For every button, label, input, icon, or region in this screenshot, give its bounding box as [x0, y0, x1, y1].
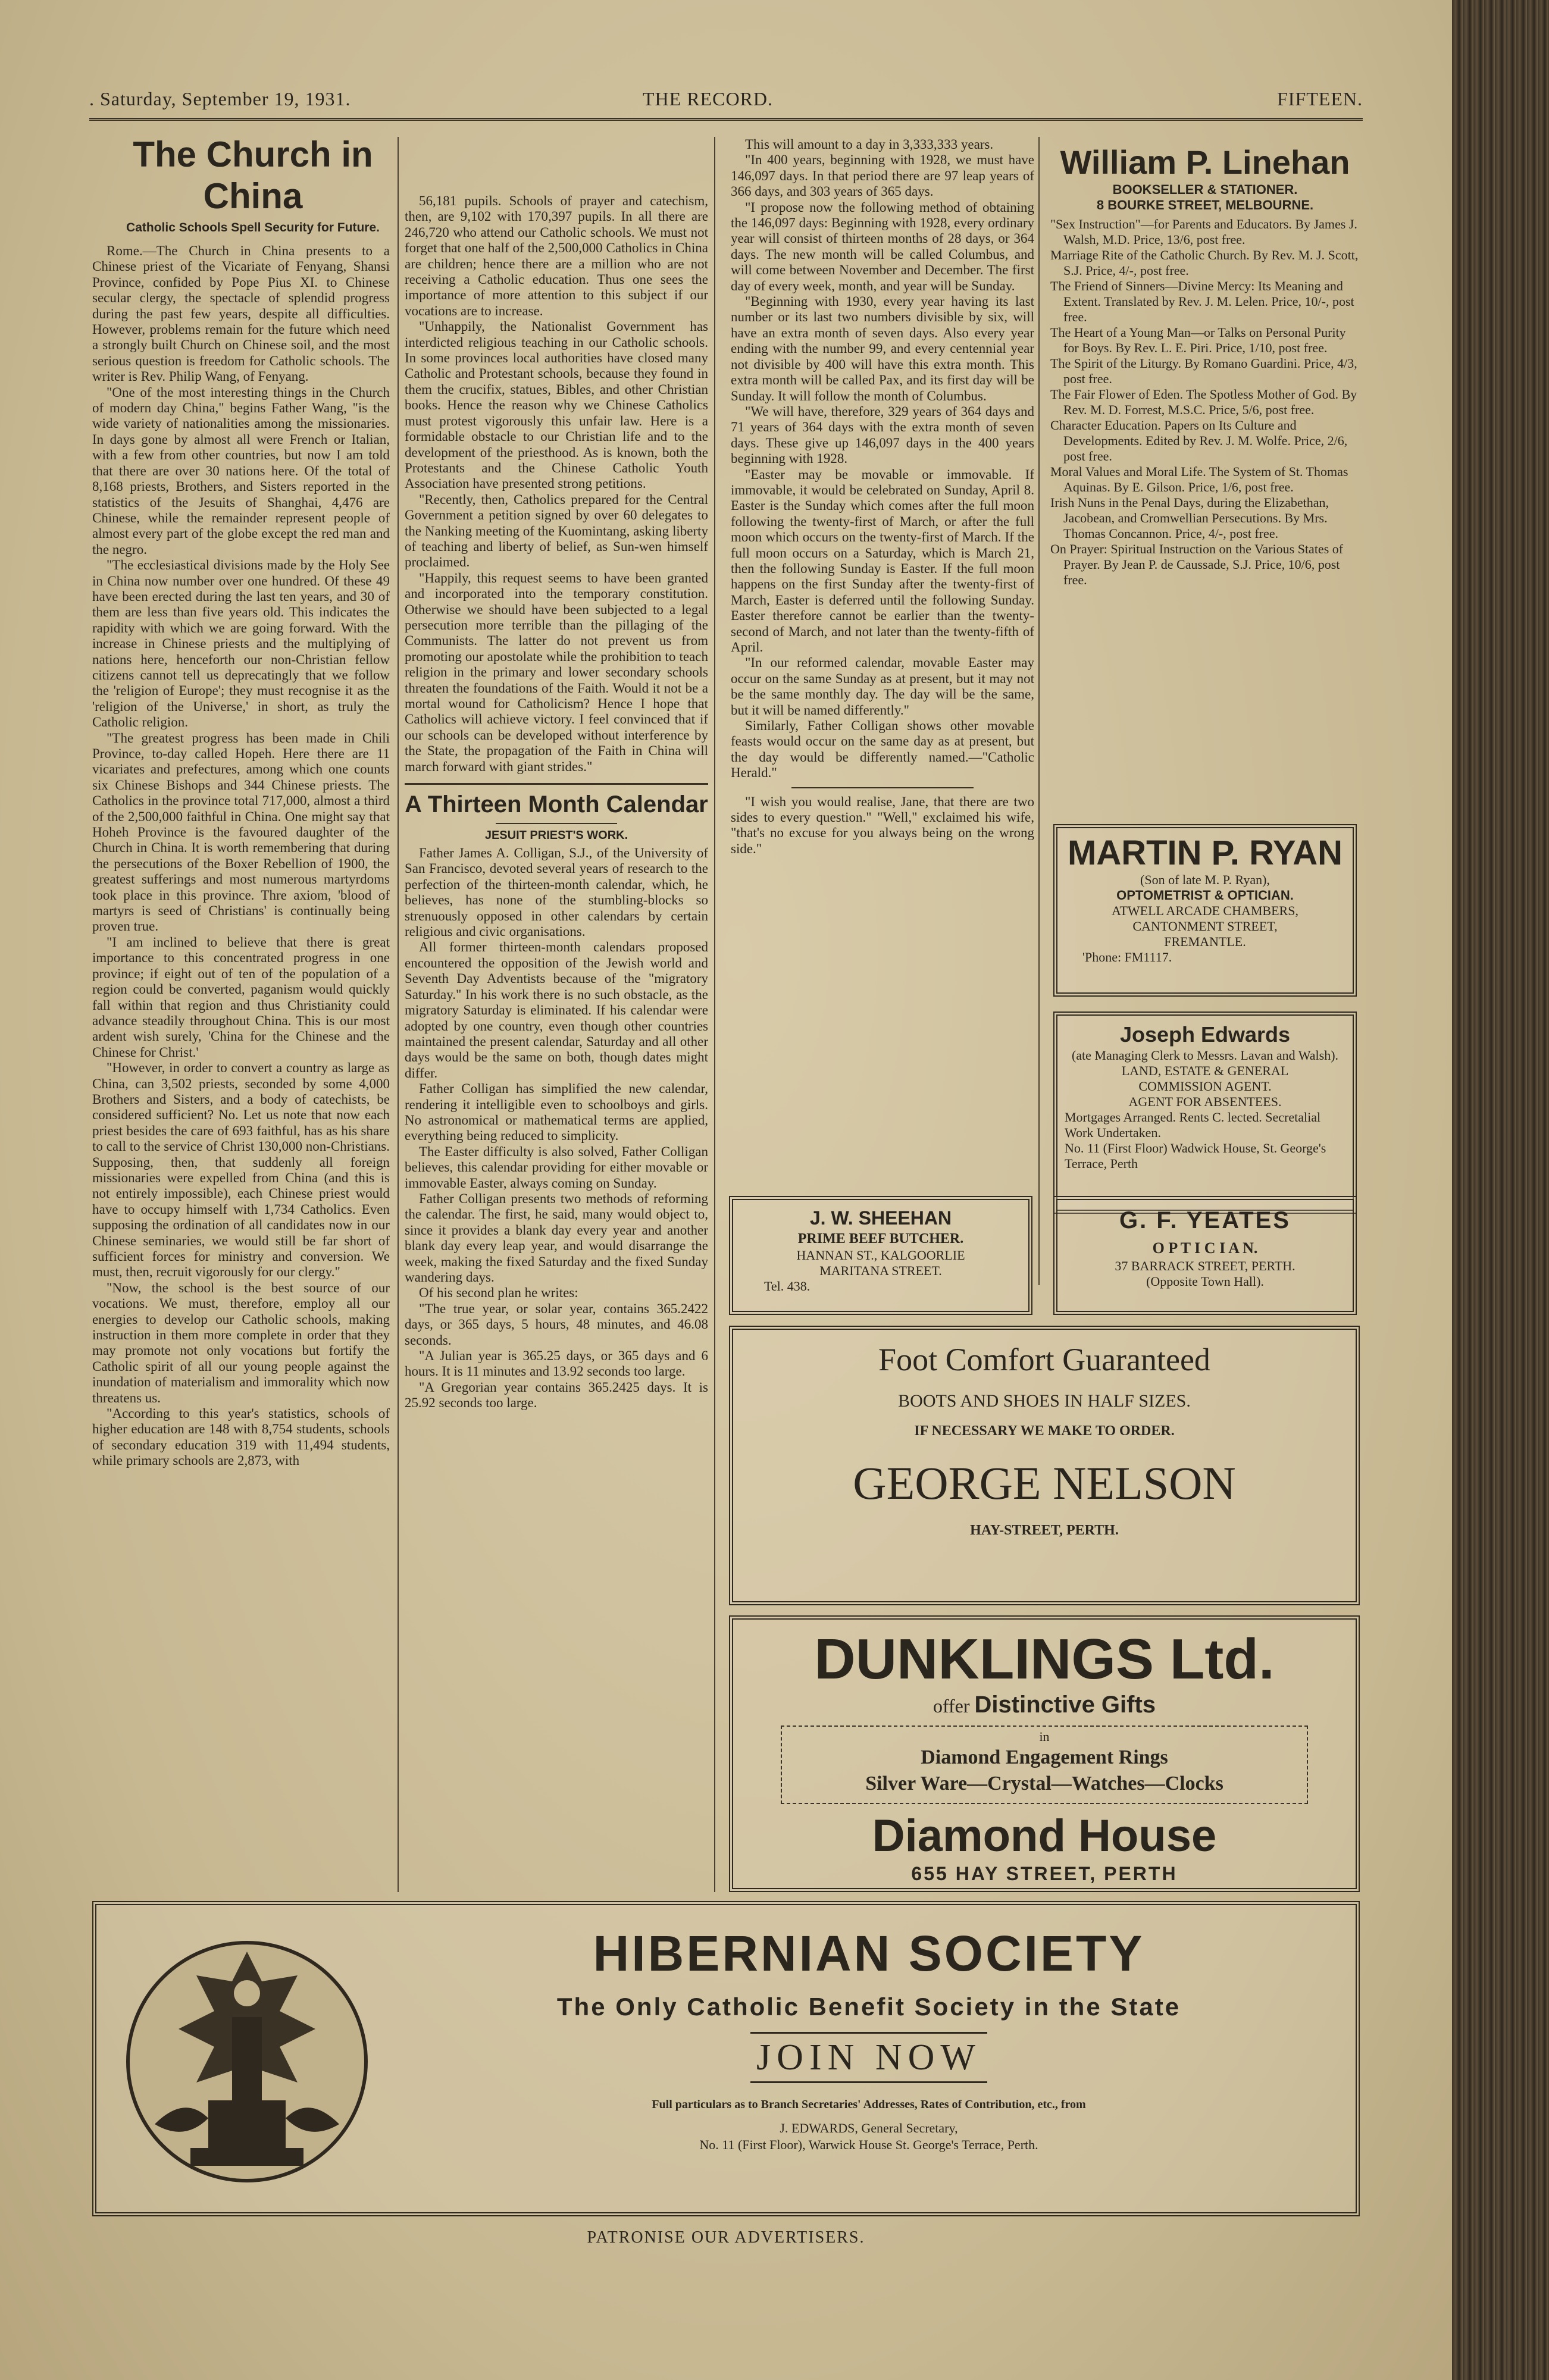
paragraph: The Easter difficulty is also solved, Father Colligan believes, this calendar providing for either movable or immovable Easter, always coming on Sunday.: [405, 1144, 708, 1191]
ad-dunklings-offer-bold: Distinctive Gifts: [974, 1692, 1156, 1718]
ad-nelson-name: GEORGE NELSON: [853, 1457, 1236, 1509]
ad-dunklings-offer: offer: [932, 1695, 970, 1717]
ad-edwards-line1: (ate Managing Clerk to Messrs. Lavan and Walsh).: [1071, 1048, 1339, 1063]
article-calendar-title: A Thirteen Month Calendar: [405, 791, 708, 818]
ad-yeates-line1: O P T I C I A N.: [1152, 1239, 1258, 1257]
list-item: The Spirit of the Liturgy. By Romano Guardini. Price, 4/3, post free.: [1050, 356, 1357, 386]
paragraph: "However, in order to convert a country as large as China, can 3,502 priests, seconded by some 4,000 Brothers and Sisters, and a body of catechists, be considered sufficient? No. Let us note that now each priest besides the care of 693 faithful, has as his share to call to the service of Christ 130,000 non-Christians. Supposing, then, that suddenly all foreign missionaries were expelled from China (and this is not entirely impossible), each Chinese priest would have to occupy himself with 1,734 Catholics. Even supposing the ordination of all candidates now in our Chinese seminaries, we would still be far short of sufficient forces for ministry and conversion. We must, then, recruit vigorously for our clergy.": [92, 1060, 390, 1280]
ad-edwards: [1053, 1012, 1357, 1214]
paragraph: "According to this year's statistics, schools of higher education are 148 with 8,754 students, schools of secondary education 319 with 11,494 students, while primary schools are 2,873, with: [92, 1406, 390, 1468]
ad-dunklings-address: 655 HAY STREET, PERTH: [911, 1863, 1178, 1884]
ad-yeates: [1053, 1196, 1357, 1315]
book-binding-edge: [1452, 0, 1549, 2380]
ad-dunklings-house: Diamond House: [872, 1811, 1217, 1861]
ad-hibernian-text: [393, 1925, 1345, 2204]
ad-nelson-line1: BOOTS AND SHOES IN HALF SIZES.: [898, 1391, 1191, 1411]
ad-linehan-line2: 8 BOURKE STREET, MELBOURNE.: [1096, 198, 1314, 212]
footer-patronise: PATRONISE OUR ADVERTISERS.: [587, 2228, 865, 2247]
ad-ryan-line2: OPTOMETRIST & OPTICIAN.: [1116, 888, 1294, 903]
ad-hibernian-cta: JOIN NOW: [750, 2032, 987, 2083]
ad-sheehan-line1: PRIME BEEF BUTCHER.: [797, 1231, 964, 1247]
ad-ryan-line5: FREMANTLE.: [1164, 934, 1246, 949]
ad-ryan-line3: ATWELL ARCADE CHAMBERS,: [1112, 903, 1298, 918]
paragraph: "Recently, then, Catholics prepared for the Central Government a petition signed by over 60 delegates to the Nanking meeting of the Kuomintang, asking liberty of teaching and liberty of belief, as Sun-wen himself proclaimed.: [405, 491, 708, 570]
list-item: Moral Values and Moral Life. The System of St. Thomas Aquinas. By E. Gilson. Price, 1/6, post free.: [1050, 464, 1348, 494]
ad-linehan-name: William P. Linehan: [1060, 143, 1350, 181]
list-item: "Sex Instruction"—for Parents and Educators. By James J. Walsh, M.D. Price, 13/6, post free.: [1050, 217, 1357, 247]
ad-sheehan-name: J. W. SHEEHAN: [809, 1207, 952, 1229]
ad-ryan: [1053, 824, 1357, 997]
header-rule: [89, 118, 1363, 121]
ad-sheehan: [729, 1196, 1032, 1315]
article-church-china-subtitle: Catholic Schools Spell Security for Future.: [126, 221, 380, 234]
ad-yeates-name: G. F. YEATES: [1119, 1207, 1291, 1233]
header-paper-name: THE RECORD.: [643, 88, 773, 109]
list-item: Character Education. Papers on Its Culture and Developments. Edited by Rev. J. M. Wolfe. Price, 2/6, post free.: [1050, 418, 1348, 464]
ad-sheehan-tel: Tel. 438.: [764, 1279, 811, 1294]
page-header: [89, 83, 1363, 119]
paragraph: "In our reformed calendar, movable Easter may occur on the same Sunday as at present, but it may not be the same monthly day. The day will be the same, but it will be named differently.": [731, 655, 1034, 718]
paragraph: "The ecclesiastical divisions made by the Holy See in China now number over one hundred. Of these 49 have been erected during the last ten years, and 30 of them are less than five years old. This indicates the rapidity with which we are going forward. With the increase in Chinese priests and the multiplying of nations here, henceforth our non-Christian fellow citizens cannot tell us deprecatingly that we follow the 'religion of Europe'; they must recognise it as the 'religion of the Universe,' in short, as truly the Catholic religion.: [92, 558, 390, 730]
ad-sheehan-line2: HANNAN ST., KALGOORLIE: [796, 1248, 965, 1263]
paragraph: All former thirteen-month calendars proposed encountered the opposition of the Jewish world and Seventh Day Adventists because of the "migratory Saturday." In his work there is no such obstacle, as the migratory Saturday is eliminated. If his calendar were adopted by one country, even though other countries maintained the present calendar, Saturday and all other days would be the same on both, though dates might differ.: [405, 940, 708, 1081]
article-col2: [405, 193, 708, 1892]
ad-edwards-line2: LAND, ESTATE & GENERAL: [1121, 1063, 1289, 1078]
list-item: The Fair Flower of Eden. The Spotless Mother of God. By Rev. M. D. Forrest, M.S.C. Price, 5/6, post free.: [1050, 387, 1357, 417]
column-rule: [714, 137, 715, 1892]
paragraph: Similarly, Father Colligan shows other movable feasts would occur on the same day as at present, but the day would be differently named.—"Catholic Herald.": [731, 718, 1034, 781]
article-church-china-col1: [92, 134, 390, 1892]
paragraph: This will amount to a day in 3,333,333 years.: [745, 137, 994, 152]
paragraph: "I propose now the following method of obtaining the 146,097 days: Beginning with 1928, every ordinary year will consist of thirteen months of 28 days, or 364 days. The new month will be called Columbus, and will come between November and December. The first day of every week, month, and year will be Sunday.: [731, 199, 1034, 293]
paragraph: Father Colligan has simplified the new calendar, rendering it intelligible even to schoolboys and girls. No astronomical or mathematical terms are applied, everything being reduced to simplicity.: [405, 1081, 708, 1144]
ad-edwards-line3: COMMISSION AGENT.: [1138, 1079, 1272, 1094]
paragraph: "One of the most interesting things in the Church of modern day China," begins Father Wang, "is the wide variety of nationalities among the missionaries. In days gone by almost all were French or Italian, with a few from other countries, but now I am told that there are over 30 nations here. Of the total of 8,168 priests, Brothers, and Sisters reported in the statistics of the Jesuits of Shanghai, 4,476 are Chinese, while the remainder represent people of almost every part of the globe except the red man and the negro.: [92, 384, 390, 557]
paragraph: 56,181 pupils. Schools of prayer and catechism, then, are 9,102 with 170,397 pupils. In all there are 246,720 who attend our Catholic schools. We must not forget that one half of the 2,500,000 Catholics in China are children; hence there are a million who are not receiving a Catholic education. Thus one sees the importance of more attention to this subject if our vocations are to increase.: [405, 193, 708, 318]
list-item: The Friend of Sinners—Divine Mercy: Its Meaning and Extent. Translated by Rev. J. M. Lelen. Price, 10/-, post free.: [1050, 278, 1354, 324]
article-col3: [731, 137, 1034, 1208]
header-date: . Saturday, September 19, 1931.: [89, 88, 351, 109]
header-page-number: FIFTEEN.: [1277, 88, 1363, 109]
list-item: On Prayer: Spiritual Instruction on the Various States of Prayer. By Jean P. de Caussade, S.J. Price, 10/6, post free.: [1050, 541, 1344, 587]
paragraph: "Unhappily, the Nationalist Government has interdicted religious teaching in our Catholic schools. In some provinces local authorities have closed many Catholic and Protestant schools, because they found in them the crucifix, statues, Bibles, and other Christian books. Hence the reason why we Chinese Catholics must protest vigorously this unfair law. Here is a formidable obstacle to our Christian life and to the development of the priesthood. As is known, both the Protestants and the Chinese Catholic Youth Association have presented strong petitions.: [405, 319, 708, 491]
ad-linehan-book-list: [1050, 217, 1360, 588]
hibernian-crest-icon: [119, 1928, 375, 2196]
list-item: Marriage Rite of the Catholic Church. By Rev. M. J. Scott, S.J. Price, 4/-, post free.: [1050, 248, 1359, 278]
paragraph: "I am inclined to believe that there is great importance to this concentrated progress in one province; if eight out of ten of the population of a region could be converted, paganism would quickly fall within that region and thus Christianity could advance steadily throughout China. This is our most ardent wish surely, 'China for the Chinese and the Chinese for Christ.': [92, 934, 390, 1060]
paragraph: "The greatest progress has been made in Chili Province, to-day called Hopeh. Here there are 11 vicariates and prefectures, among which one counts six Chinese Bishops and 344 Chinese priests. The Catholics in the province total 717,000, almost a third of the 2,500,000 faithful in China. One might say that Hoheh Province is the favoured daughter of the Church in China. It is worth remembering that during the persecutions of the Boxer Rebellion of 1900, the greatest sufferings and most numerous martyrdoms took place in this province. Thre axiom, 'blood of martyrs is seed of Christians' is continually being proven true.: [92, 730, 390, 934]
paragraph: "I wish you would realise, Jane, that there are two sides to every question." "Well," exclaimed his wife, "that's no excuse for you always being on the wrong side.": [731, 794, 1034, 856]
paragraph: "Beginning with 1930, every year having its last number or its last two numbers divisible by six, will have an extra month of seven days. Also every year ending with the number 99, and every centennial year not divisible by 400 will have this extra month. This extra month will be called Pax, and its first day will be Sunday. It will follow the month of Columbus.: [731, 294, 1034, 403]
paragraph: "Now, the school is the best source of our vocations. We must, therefore, employ all our energies to develop our Catholic schools, making instruction in them more complete in order that they may promote not only vocations but fortify the Catholic spirit of all our young people against the inundation of materialism and immorality which now threatens us.: [92, 1280, 390, 1405]
paragraph: "Easter may be movable or immovable. If immovable, it would be celebrated on Sunday, April 8. Easter is the Sunday which comes after the full moon following the twenty-first of March, or after the full moon which occurs on the twenty-first of March. If the full moon occurs on a Saturday, which is March 21, then the following Sunday is Easter. If the full moon happens on the first Sunday after the twenty-first of March, Easter is deferred until the following Sunday. Easter therefore cannot be earlier than the twenty-second of March, and not later than the twenty-fifth of April.: [731, 466, 1034, 654]
paragraph: "Happily, this request seems to have been granted and incorporated into the temporary constitution. Otherwise we should have been subjected to a legal persecution more terrible than the pillaging of the Communists. The latter do not prevent us from promoting our apostolate while the prohibition to teach religion in the primary and lower secondary schools threaten the foundations of the Faith. Would it not be a mortal wound for Catholicism? Hence I hope that Catholics will achieve victory. I feel convinced that if our schools can be developed without interference by the State, the propagation of the Faith in China will march forward with giant strides.": [405, 570, 708, 774]
list-item: The Heart of a Young Man—or Talks on Personal Purity for Boys. By Rev. L. E. Piri. Price, 1/10, post free.: [1050, 325, 1346, 355]
paragraph: Father Colligan presents two methods of reforming the calendar. The first, he said, many would object to, since it provides a blank day every year and another blank day every leap year, and would disarrange the week, making the fixed Saturday and the fixed Sunday wandering days.: [405, 1191, 708, 1285]
ad-dunklings-line2: Silver Ware—Crystal—Watches—Clocks: [865, 1773, 1223, 1795]
column-rule: [398, 137, 399, 1892]
ad-edwards-line5: Mortgages Arranged. Rents C. lected. Secretalial Work Undertaken.: [1065, 1110, 1321, 1140]
article-church-china-title: The Church in China: [133, 134, 373, 216]
paragraph: "In 400 years, beginning with 1928, we must have 146,097 days. In that period there are 97 leap years of 366 days, and 303 years of 365 days.: [731, 152, 1034, 199]
ad-hibernian-tagline: The Only Catholic Benefit Society in the State: [556, 1993, 1181, 2021]
ad-yeates-line3: (Opposite Town Hall).: [1146, 1274, 1264, 1289]
ad-edwards-name: Joseph Edwards: [1119, 1022, 1291, 1047]
ad-dunklings-line1: Diamond Engagement Rings: [921, 1746, 1168, 1768]
paragraph: "The true year, or solar year, contains 365.2422 days, or 365 days, 5 hours, 48 minutes, and 46.08 seconds.: [405, 1301, 708, 1348]
ad-dunklings: [729, 1615, 1360, 1892]
ad-hibernian-line1: Full particulars as to Branch Secretaries' Addresses, Rates of Contribution, etc., from: [652, 2098, 1086, 2111]
ad-ryan-line4: CANTONMENT STREET,: [1132, 919, 1278, 934]
paragraph: Of his second plan he writes:: [419, 1285, 578, 1301]
ad-yeates-line2: 37 BARRACK STREET, PERTH.: [1115, 1258, 1295, 1273]
ad-nelson-line2: IF NECESSARY WE MAKE TO ORDER.: [914, 1423, 1175, 1439]
ad-linehan: [1050, 143, 1360, 797]
list-item: Irish Nuns in the Penal Days, during the Elizabethan, Jacobean, and Cromwellian Persecutions. By Mrs. Thomas Concannon. Price, 4/-, post free.: [1050, 495, 1329, 541]
ad-nelson-headline: Foot Comfort Guaranteed: [878, 1342, 1210, 1377]
ad-dunklings-inner-frame: [781, 1726, 1308, 1804]
ad-dunklings-name: DUNKLINGS Ltd.: [814, 1627, 1275, 1691]
ad-edwards-line6: No. 11 (First Floor) Wadwick House, St. George's Terrace, Perth: [1065, 1141, 1326, 1171]
article-calendar-subtitle: JESUIT PRIEST'S WORK.: [484, 829, 628, 843]
paragraph: Father James A. Colligan, S.J., of the University of San Francisco, devoted several years of research to the perfection of the thirteen-month calendar, which, he believes, has none of the stumbling-blocks so strenuously opposed in other calendars by certain religious and civic organisations.: [405, 845, 708, 940]
ad-linehan-line1: BOOKSELLER & STATIONER.: [1112, 182, 1298, 197]
ad-hibernian-line3: No. 11 (First Floor), Warwick House St. George's Terrace, Perth.: [699, 2137, 1038, 2152]
paragraph: "A Gregorian year contains 365.2425 days. It is 25.92 seconds too large.: [405, 1379, 708, 1411]
paragraph: Rome.—The Church in China presents to a Chinese priest of the Vicariate of Fenyang, Shansi Province, confided by Pope Pius XI. to Chinese secular clergy, the spectacle of splendid progress during the past few years, despite all difficulties. However, problems remain for the future which need a strongly built Church on Chinese soil, and the most serious question is freedom for Catholic schools. The writer is Rev. Philip Wang, of Fenyang.: [92, 243, 390, 384]
paragraph: "We will have, therefore, 329 years of 364 days and 71 years of 364 days with the extra month of seven days. These give up 146,097 days in the 400 years beginning with 1928.: [731, 403, 1034, 466]
ad-ryan-phone: 'Phone: FM1117.: [1082, 950, 1172, 964]
ad-ryan-line1: (Son of late M. P. Ryan),: [1140, 872, 1270, 887]
ad-edwards-line4: AGENT FOR ABSENTEES.: [1128, 1094, 1282, 1109]
ad-hibernian-name: HIBERNIAN SOCIETY: [593, 1925, 1145, 1981]
ad-dunklings-in: in: [1039, 1729, 1050, 1744]
ad-nelson-address: HAY-STREET, PERTH.: [970, 1523, 1119, 1538]
ad-ryan-name: MARTIN P. RYAN: [1068, 834, 1343, 872]
ad-nelson: [729, 1326, 1360, 1605]
column-rule: [1038, 137, 1040, 1285]
paragraph: "A Julian year is 365.25 days, or 365 days and 6 hours. It is 11 minutes and 13.92 seconds too large.: [405, 1348, 708, 1379]
ad-sheehan-line3: MARITANA STREET.: [819, 1263, 942, 1278]
ad-hibernian-line2: J. EDWARDS, General Secretary,: [780, 2121, 958, 2135]
